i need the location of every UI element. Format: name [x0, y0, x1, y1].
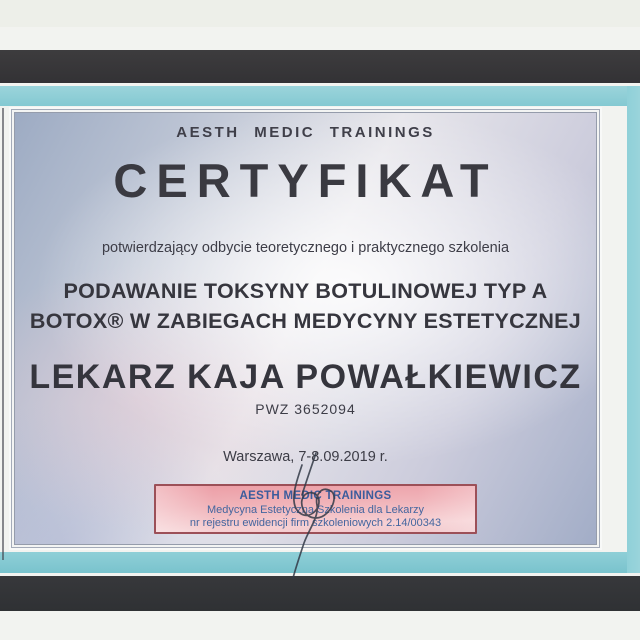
place-and-date: Warszawa, 7-8.09.2019 r. — [223, 449, 388, 465]
recipient-name: LEKARZ KAJA POWAŁKIEWICZ — [29, 358, 582, 396]
course-title-line1: PODAWANIE TOKSYNY BOTULINOWEJ TYP A — [63, 279, 548, 303]
certificate-title: CERTYFIKAT — [113, 154, 498, 207]
stamp-issuer-name: AESTH MEDIC TRAININGS — [239, 490, 392, 502]
scan-edge-line — [2, 108, 4, 560]
frame-black-top — [0, 50, 640, 83]
license-number: PWZ 3652094 — [255, 401, 356, 417]
issuer-name: AESTH MEDIC TRAININGS — [176, 124, 435, 141]
course-title — [15, 276, 596, 336]
scan-background-shade — [0, 0, 640, 27]
frame-teal-top — [0, 86, 640, 106]
course-title-line2: BOTOX® W ZABIEGACH MEDYCYNY ESTETYCZNEJ — [29, 309, 582, 333]
signature — [258, 443, 370, 585]
certificate-subtitle: potwierdzający odbycie teoretycznego i praktycznego szkolenia — [101, 240, 510, 256]
stamp-registry-number: nr rejestru ewidencji firm szkoleniowych 2.14/00343 — [189, 517, 442, 529]
stamp-description: Medycyna Estetyczna Szkolenia dla Lekarzy — [206, 503, 425, 516]
frame-teal-right — [627, 86, 640, 573]
